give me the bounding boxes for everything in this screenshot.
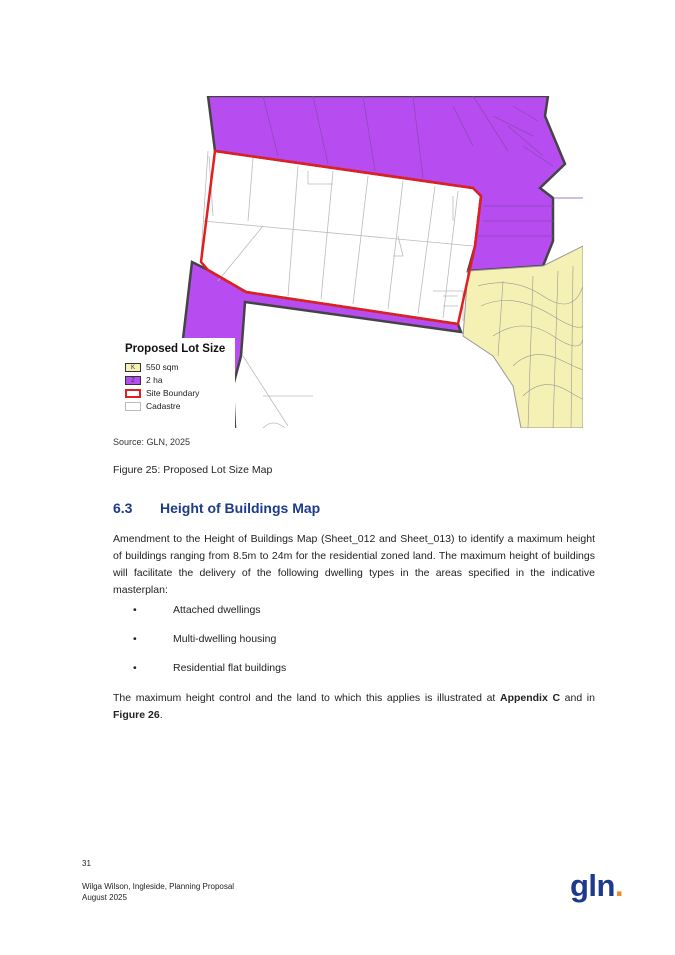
intro-paragraph: Amendment to the Height of Buildings Map (Sheet_012 and Sheet_013) to identify a maximum height of buildings ranging from 8.5m to 24m for the residential zoned land. The maximum height of buildings will facilitate the delivery of the following dwelling types in the areas specified in the indicative masterplan: <box>113 533 595 596</box>
legend-title: Proposed Lot Size <box>125 343 226 355</box>
legend-item-550sqm <box>125 361 179 373</box>
legend-swatch-purple: Z <box>125 376 141 385</box>
map-source: Source: GLN, 2025 <box>113 437 191 447</box>
legend-item-2ha <box>125 374 163 386</box>
section-heading <box>113 500 320 516</box>
footer-title: Wilga Wilson, Ingleside, Planning Proposal <box>82 882 235 891</box>
figure-reference: Figure 26 <box>113 709 160 721</box>
list-item: • Attached dwellings <box>133 604 261 616</box>
list-item: • Residential flat buildings <box>133 662 287 674</box>
legend-label: Site Boundary <box>146 388 200 398</box>
appendix-reference: Appendix C <box>499 692 561 704</box>
legend-swatch-yellow: K <box>125 363 141 372</box>
zone-550sqm <box>463 246 583 428</box>
section-title: Height of Buildings Map <box>160 500 321 516</box>
footer-date: August 2025 <box>82 893 127 902</box>
legend-item-cadastre <box>125 400 181 412</box>
legend-swatch-cadastre <box>125 402 141 411</box>
section-number: 6.3 <box>113 500 133 516</box>
gln-logo: gln. <box>570 868 624 903</box>
legend-label: 550 sqm <box>146 362 179 372</box>
dwelling-type-list <box>113 604 286 691</box>
legend-swatch-boundary <box>125 389 141 398</box>
zone-2ha-north <box>208 96 565 271</box>
figure-caption: Figure 25: Proposed Lot Size Map <box>113 464 273 476</box>
legend-label: Cadastre <box>146 401 181 411</box>
page-number: 31 <box>82 859 91 868</box>
footer <box>82 881 234 903</box>
list-item: • Multi-dwelling housing <box>133 633 277 645</box>
closing-paragraph: The maximum height control and the land to which this applies is illustrated at Appendix C and in Figure 26. <box>113 692 595 721</box>
legend-label: 2 ha <box>146 375 163 385</box>
legend-item-site-boundary <box>125 387 199 399</box>
map-legend <box>113 338 235 430</box>
